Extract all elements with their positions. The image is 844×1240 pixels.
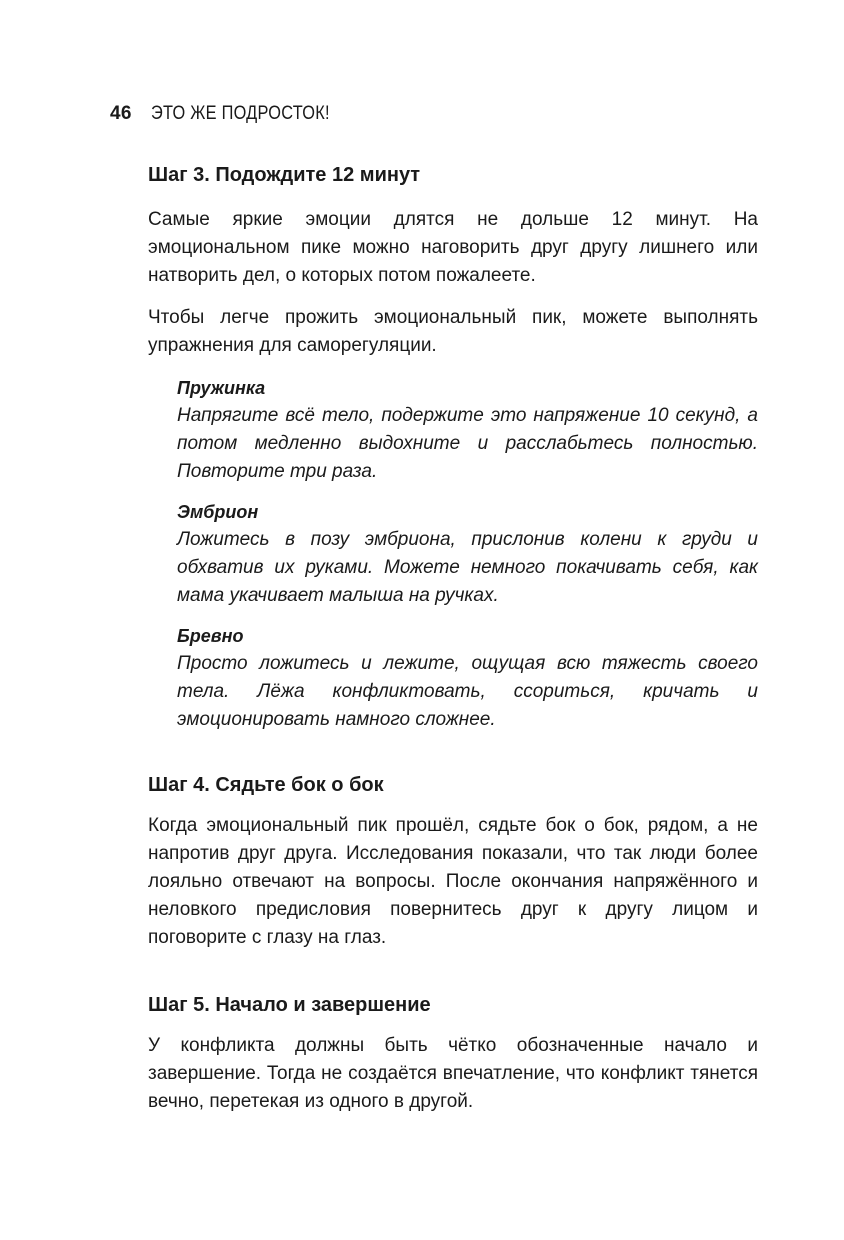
exercise-springboard xyxy=(177,374,758,486)
step3-heading: Шаг 3. Подождите 12 минут xyxy=(148,164,421,186)
step4-heading: Шаг 4. Сядьте бок о бок xyxy=(148,774,384,796)
step5-heading: Шаг 5. Начало и завершение xyxy=(148,994,431,1016)
page-content xyxy=(148,160,758,1116)
running-title: ЭТО ЖЕ ПОДРОСТОК! xyxy=(151,103,331,124)
exercise-title: Пружинка xyxy=(177,378,266,398)
exercise-text: Ложитесь в позу эмбриона, прислонив колени к груди и обхватив их руками. Можете немного покачивать себя, как мама укачивает малыша на ручках. xyxy=(177,529,758,606)
page-header xyxy=(110,103,359,125)
exercise-embryo xyxy=(177,498,758,610)
exercise-title: Эмбрион xyxy=(177,502,259,522)
step3-paragraph-2: Чтобы легче прожить эмоциональный пик, можете выполнять упражнения для саморегуляции. xyxy=(148,307,758,356)
exercise-text: Напрягите всё тело, подержите это напряжение 10 секунд, а потом медленно выдохните и расслабьтесь полностью. Повторите три раза. xyxy=(177,405,758,482)
page-number: 46 xyxy=(110,103,132,124)
step5-paragraph: У конфликта должны быть чётко обозначенные начало и завершение. Тогда не создаётся впечатление, что конфликт тянется вечно, перетекая из одного в другой. xyxy=(148,1035,758,1112)
step3-paragraph-1: Самые яркие эмоции длятся не дольше 12 минут. На эмоциональном пике можно наговорить друг другу лишнего или натворить дел, о которых потом пожалеете. xyxy=(148,209,758,286)
exercise-log xyxy=(177,622,758,734)
exercise-title: Бревно xyxy=(177,626,244,646)
exercise-text: Просто ложитесь и лежите, ощущая всю тяжесть своего тела. Лёжа конфликтовать, ссориться, кричать и эмоционировать намного сложнее. xyxy=(177,653,758,730)
step4-paragraph: Когда эмоциональный пик прошёл, сядьте бок о бок, рядом, а не напротив друг друга. Исследования показали, что так люди более лояльно отвечают на вопросы. После окончания напряжённого и неловкого предисловия повернитесь друг к другу лицом и поговорите с глазу на глаз. xyxy=(148,815,758,948)
